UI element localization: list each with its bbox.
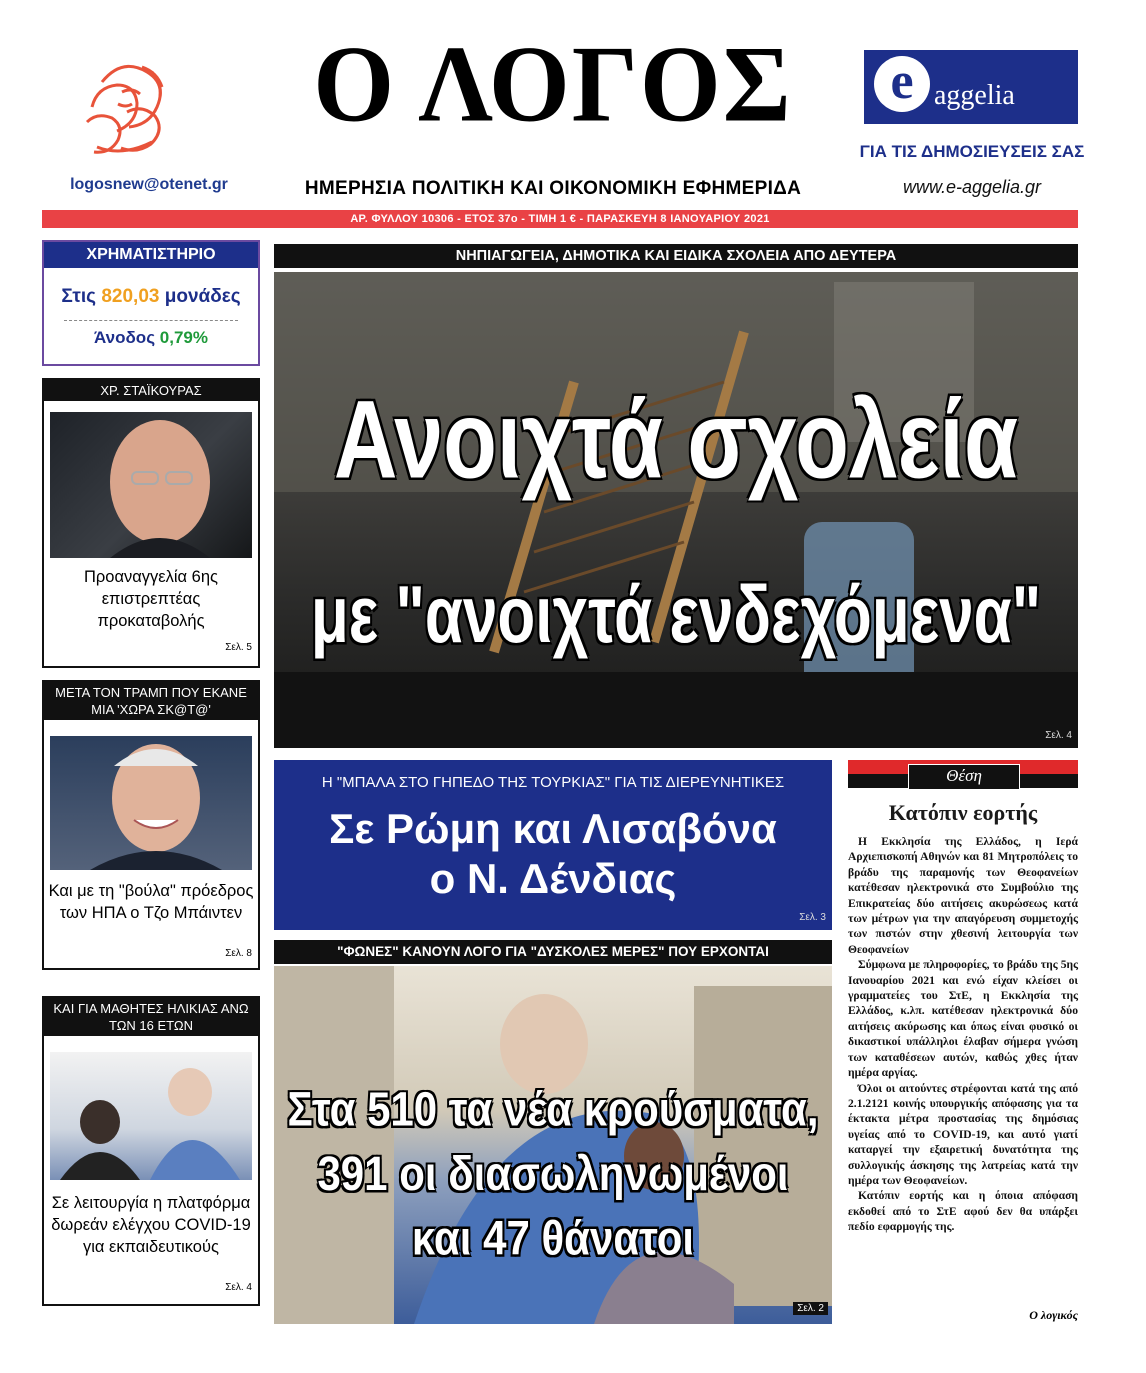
covid-story-photo[interactable] — [274, 966, 832, 1324]
stock-points: 820,03 — [101, 286, 160, 307]
covid-headline-1: Στα 510 τα νέα κρούσματα, — [287, 1082, 819, 1137]
sidebar-story-staikouras[interactable] — [42, 378, 260, 668]
lead-story-photo[interactable] — [274, 272, 1078, 748]
sidebar-headline: Σε λειτουργία η πλατφόρμα δωρεάν ελέγχου COVID-19 για εκπαιδευτικούς — [51, 1194, 251, 1256]
sidebar-kicker: ΧΡ. ΣΤΑΪΚΟΥΡΑΣ — [44, 380, 258, 401]
opinion-paragraph: Όλοι οι αιτούντες στρέφονται κατά της από 2.1.2121 κοινής υπουργικής απόφασης για τα έκτακτα μέτρα προστασίας της δημόσιας υγείας από το COVID-19, και αυτό γιατί καταργεί την εξαιρετική δυνατότητα της συλλογικής άσκησης της λατρείας κατά την ημέρα των Θεοφανείων. — [848, 1081, 1078, 1187]
lead-kicker: ΝΗΠΙΑΓΩΓΕΙΑ, ΔΗΜΟΤΙΚΑ ΚΑΙ ΕΙΔΙΚΑ ΣΧΟΛΕΙΑ ΑΠΟ ΔΕΥΤΕΡΑ — [274, 244, 1078, 268]
issue-info-bar: ΑΡ. ΦΥΛΛΟΥ 10306 - ΕΤΟΣ 37ο - ΤΙΜΗ 1 € - ΠΑΡΑΣΚΕΥΗ 8 ΙΑΝΟΥΑΡΙΟΥ 2021 — [42, 210, 1078, 228]
sidebar-headline: Και με τη "βούλα" πρόεδρος των ΗΠΑ ο Τζο Μπάιντεν — [48, 882, 254, 922]
covid-test-photo — [50, 1052, 252, 1180]
newspaper-title: Ο ΛΟΓΟΣ — [313, 24, 793, 145]
opinion-label-bar — [848, 760, 1078, 788]
newspaper-logo-icon — [72, 52, 192, 164]
sidebar-story-biden[interactable] — [42, 680, 260, 970]
covid-headline-3: και 47 θάνατοι — [411, 1210, 695, 1265]
stock-points-line — [44, 286, 258, 308]
covid-headline — [274, 1077, 832, 1270]
lead-headline-1: Ανοιχτά σχολεία — [333, 377, 1019, 502]
sidebar-kicker: ΚΑΙ ΓΙΑ ΜΑΘΗΤΕΣ ΗΛΙΚΙΑΣ ΑΝΩ ΤΩΝ 16 ΕΤΩΝ — [44, 998, 258, 1036]
opinion-paragraph: Κατόπιν εορτής και η όποια απόφαση εκδοθεί από το ΣτΕ αφού δεν θα υπάρξει πεδίο εφαρμογής της. — [848, 1189, 1078, 1234]
sidebar-story-covid-test[interactable] — [42, 996, 260, 1306]
biden-photo — [50, 736, 252, 870]
contact-email[interactable]: logosnew@otenet.gr — [70, 176, 228, 193]
lead-headline-2: με "ανοιχτά ενδεχόμενα" — [310, 570, 1042, 661]
dendias-headline-1: Σε Ρώμη και Λισαβόνα — [329, 805, 777, 852]
opinion-body — [848, 834, 1078, 1235]
newspaper-subtitle: ΗΜΕΡΗΣΙΑ ΠΟΛΙΤΙΚΗ ΚΑΙ ΟΙΚΟΝΟΜΙΚΗ ΕΦΗΜΕΡΙΔΑ — [304, 178, 802, 199]
dendias-headline-2: ο Ν. Δένδιας — [429, 855, 677, 902]
dendias-headline — [274, 804, 832, 904]
stock-change-value: 0,79% — [159, 328, 208, 347]
opinion-paragraph: Η Εκκλησία της Ελλάδος, η Ιερά Αρχιεπισκοπή Αθηνών και 81 Μητροπόλεις το βράδυ της παραμονής των Θεοφανείων κατέθεσαν ηλεκτρονικά στο Συμβούλιο της Επικρατείας δύο αιτήσεις ακυρώσεως κατά των μέτρων για την απαγόρευση συμμετοχής των πιστών στην χθεσινή λειτουργία των Θεοφανείων — [848, 835, 1078, 956]
ad-tagline: ΓΙΑ ΤΙΣ ΔΗΜΟΣΙΕΥΣΕΙΣ ΣΑΣ — [859, 142, 1085, 161]
eaggelia-ad-logo[interactable] — [864, 50, 1078, 124]
ad-url-link[interactable]: www.e-aggelia.gr — [902, 177, 1042, 197]
dendias-kicker: Η "ΜΠΑΛΑ ΣΤΟ ΓΗΠΕΔΟ ΤΗΣ ΤΟΥΡΚΙΑΣ" ΓΙΑ ΤΙΣ ΔΙΕΡΕΥΝΗΤΙΚΕΣ — [321, 774, 785, 791]
stock-market-box — [42, 240, 260, 366]
eaggelia-e-icon: e — [874, 56, 930, 112]
divider — [64, 320, 238, 321]
opinion-signature: Ο λογικός — [1029, 1308, 1078, 1322]
dendias-story[interactable] — [274, 760, 832, 930]
opinion-label: Θέση — [908, 764, 1020, 790]
sidebar-kicker: ΜΕΤΑ ΤΟΝ ΤΡΑΜΠ ΠΟΥ ΕΚΑΝΕ ΜΙΑ 'ΧΩΡΑ ΣΚ@Τ@' — [44, 682, 258, 720]
covid-kicker: "ΦΩΝΕΣ" ΚΑΝΟΥΝ ΛΟΓΟ ΓΙΑ "ΔΥΣΚΟΛΕΣ ΜΕΡΕΣ" ΠΟΥ ΕΡΧΟΝΤΑΙ — [274, 940, 832, 964]
stock-change-label: Άνοδος — [94, 328, 156, 347]
page-ref: Σελ. 8 — [225, 948, 252, 959]
eaggelia-wordmark: aggelia — [934, 80, 1015, 111]
sidebar-headline: Προαναγγελία 6ης επιστρεπτέας προκαταβολής — [83, 568, 218, 630]
stock-prefix: Στις — [61, 286, 97, 307]
opinion-paragraph: Σύμφωνα με πληροφορίες, το βράδυ της 5ης Ιανουαρίου 2021 και ενώ είχαν κλείσει οι γραμματείες του ΣτΕ, η Εκκλησία της Ελλάδος, κ.λπ. κατέθεσαν ηλεκτρονικά δύο αιτήσεις ακύρωσης και όπως είναι φυσικό οι δικαστικοί υπάλληλοι έλαβαν σήμερα γνώση των καταθέσεων αυτών, καθώς χθες ήταν ημέρα αργίας. — [848, 958, 1078, 1080]
page-ref: Σελ. 3 — [799, 912, 826, 923]
staikouras-photo — [50, 412, 252, 558]
stock-change-line — [44, 328, 258, 348]
page-ref: Σελ. 4 — [1045, 730, 1072, 741]
covid-headline-2: 391 οι διασωληνωμένοι — [317, 1146, 789, 1201]
page-ref: Σελ. 5 — [225, 642, 252, 653]
page-ref: Σελ. 2 — [793, 1302, 828, 1315]
opinion-title: Κατόπιν εορτής — [888, 800, 1038, 825]
stock-suffix: μονάδες — [164, 286, 241, 307]
page-ref: Σελ. 4 — [225, 1282, 252, 1293]
stock-heading: ΧΡΗΜΑΤΙΣΤΗΡΙΟ — [44, 242, 258, 268]
